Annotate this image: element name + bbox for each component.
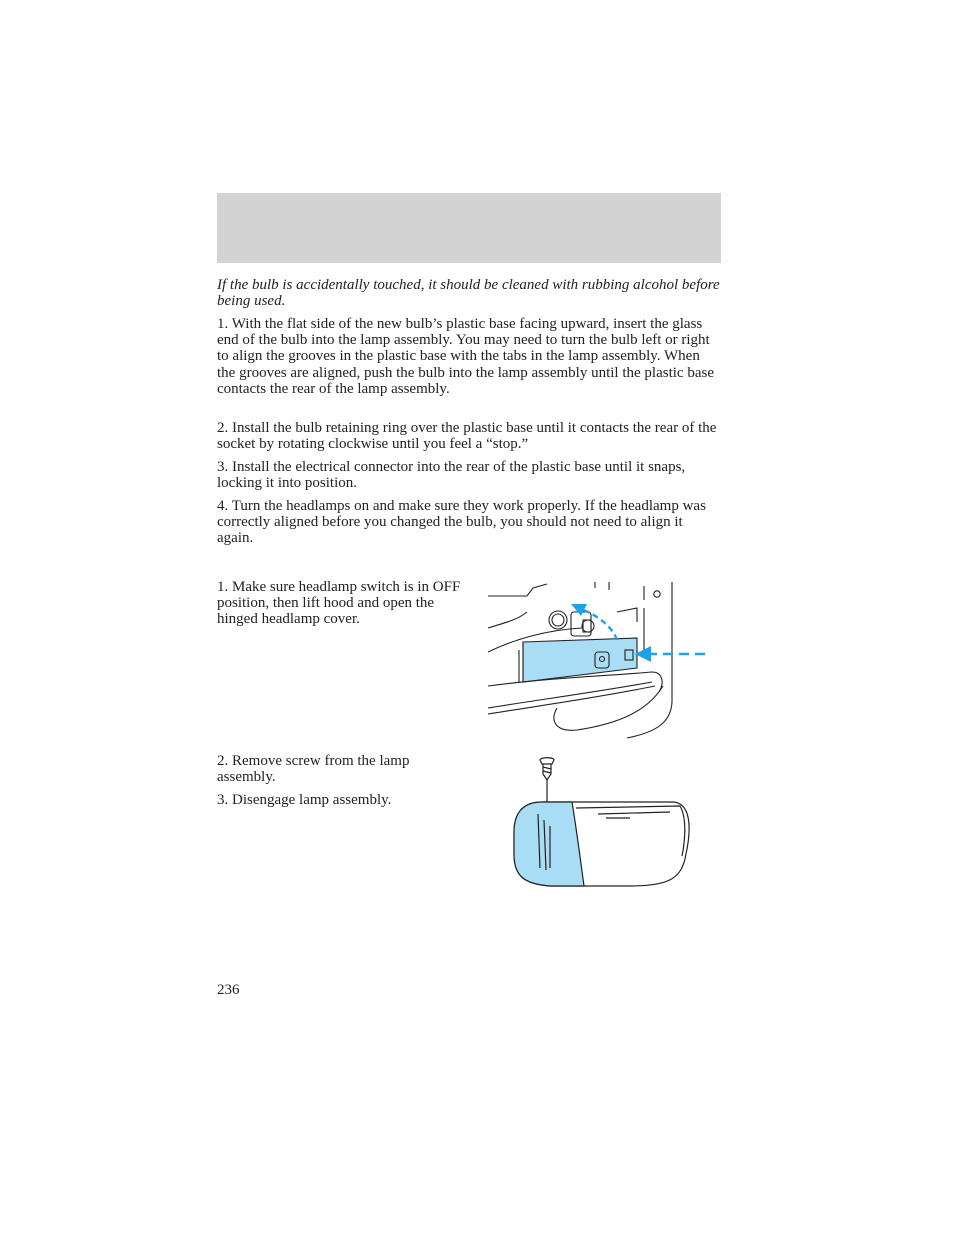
bulb-handling-note: If the bulb is accidentally touched, it should be cleaned with rubbing alcohol before being used.	[217, 277, 720, 310]
section-header-band	[217, 193, 721, 263]
removal-step-1: 1. Make sure headlamp switch is in OFF position, then lift hood and open the hinged headlamp cover.	[217, 579, 461, 628]
install-step-2: 2. Install the bulb retaining ring over the plastic base until it contacts the rear of the socket by rotating clockwise until you feel a “stop.”	[217, 420, 717, 453]
removal-step-2: 2. Remove screw from the lamp assembly.	[217, 753, 410, 786]
install-step-1: 1. With the flat side of the new bulb’s plastic base facing upward, insert the glass end of the bulb into the lamp assembly. You may need to turn the bulb left or right to align the grooves in the plastic base with the tabs in the lamp assembly. When the grooves are aligned, push the bulb into the lamp assembly until the plastic base contacts the rear of the lamp assembly.	[217, 316, 714, 397]
page-number: 236	[217, 982, 240, 998]
install-step-4: 4. Turn the headlamps on and make sure they work properly. If the headlamp was correctly aligned before you changed the bulb, you should not need to align it again.	[217, 498, 706, 547]
headlamp-cover-illustration	[487, 582, 709, 742]
lamp-assembly-illustration	[510, 756, 694, 890]
removal-step-3: 3. Disengage lamp assembly.	[217, 792, 392, 808]
install-step-3: 3. Install the electrical connector into the rear of the plastic base until it snaps, locking it into position.	[217, 459, 686, 492]
screw-icon	[540, 758, 554, 764]
